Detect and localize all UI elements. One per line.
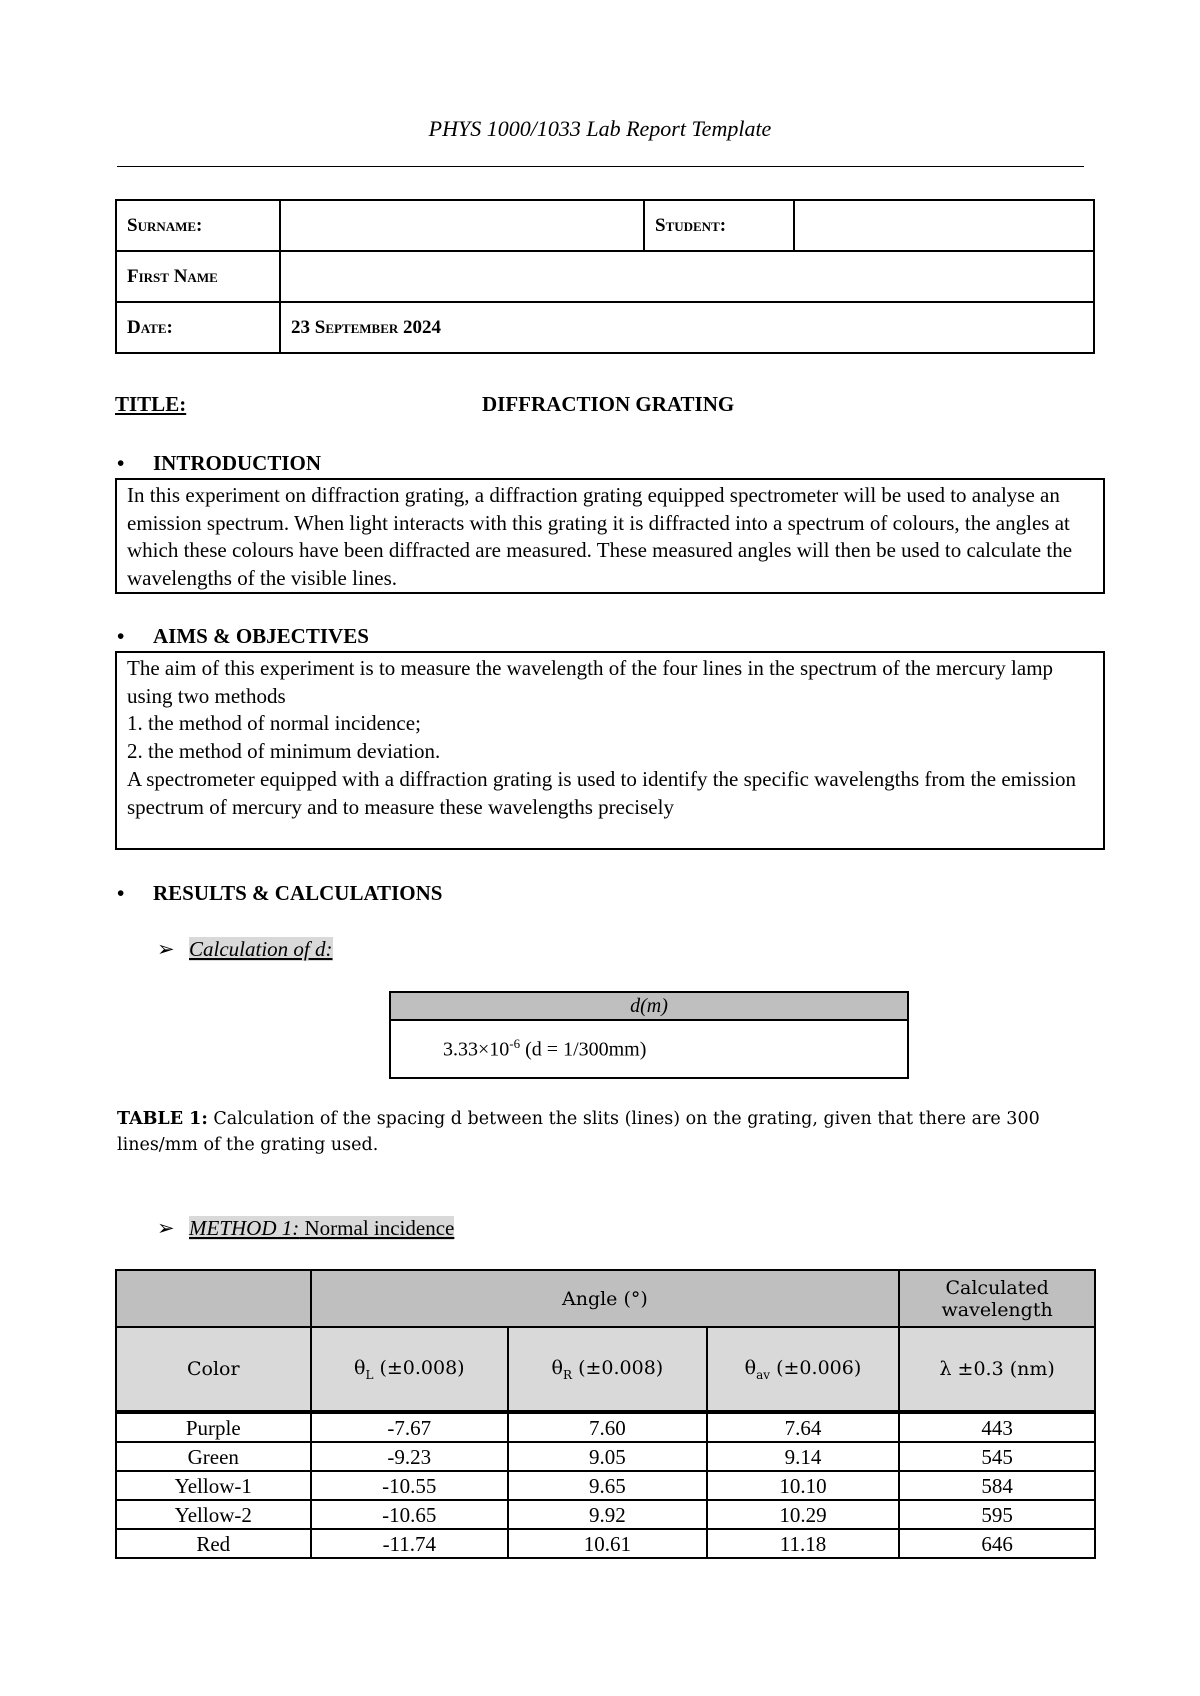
- d-table: [389, 991, 909, 1079]
- report-title: DIFFRACTION GRATING: [482, 392, 735, 416]
- cell-theta-l: -9.23: [311, 1442, 509, 1471]
- student-label: Student:: [644, 200, 794, 251]
- cell-theta-l: -10.55: [311, 1471, 509, 1500]
- cell-theta-av: 11.18: [707, 1529, 900, 1558]
- introduction-box: [115, 478, 1105, 594]
- results-heading: [117, 881, 442, 906]
- table-row: [116, 1529, 1095, 1558]
- calc-d-heading-text: Calculation of d:: [189, 937, 333, 961]
- empty-header-cell: [116, 1270, 311, 1327]
- cell-theta-av: 9.14: [707, 1442, 900, 1471]
- arrow-bullet-icon: ➢: [157, 1216, 175, 1240]
- cell-lambda: 545: [899, 1442, 1095, 1471]
- cell-color: Red: [116, 1529, 311, 1558]
- col-theta-l-header: [311, 1327, 509, 1412]
- theta-subscript: L: [365, 1367, 374, 1382]
- cell-theta-l: -7.67: [311, 1412, 509, 1442]
- bullet-icon: •: [117, 624, 125, 648]
- cell-lambda: 646: [899, 1529, 1095, 1558]
- aims-heading-text: AIMS & OBJECTIVES: [153, 624, 369, 648]
- aims-heading: [117, 624, 369, 649]
- aims-box: [115, 651, 1105, 850]
- cell-theta-av: 10.29: [707, 1500, 900, 1529]
- theta-subscript: av: [756, 1367, 771, 1382]
- cell-theta-r: 9.92: [508, 1500, 707, 1529]
- caption-label: TABLE 1:: [117, 1109, 208, 1129]
- cell-color: Yellow-2: [116, 1500, 311, 1529]
- cell-color: Yellow-1: [116, 1471, 311, 1500]
- caption-text: Calculation of the spacing d between the slits (lines) on the grating, given that there are 300 lines/mm of the grating used.: [117, 1109, 1040, 1155]
- col-theta-r-header: [508, 1327, 707, 1412]
- calc-d-heading: [157, 937, 333, 962]
- theta-uncertainty: (±0.008): [373, 1356, 465, 1379]
- cell-theta-av: 7.64: [707, 1412, 900, 1442]
- d-value-note: (d = 1/300mm): [520, 1038, 647, 1061]
- cell-theta-r: 7.60: [508, 1412, 707, 1442]
- bullet-icon: •: [117, 451, 125, 475]
- theta-symbol: θ: [744, 1356, 757, 1379]
- col-color-header: Color: [116, 1327, 311, 1412]
- header-divider: [117, 166, 1084, 167]
- first-name-value: [280, 251, 1094, 302]
- theta-uncertainty: (±0.006): [770, 1356, 862, 1379]
- results-heading-text: RESULTS & CALCULATIONS: [153, 881, 443, 905]
- d-table-header: d(m): [390, 992, 908, 1020]
- introduction-heading-text: INTRODUCTION: [153, 451, 322, 475]
- method1-heading: [157, 1216, 454, 1241]
- theta-symbol: θ: [551, 1356, 563, 1379]
- wavelength-header: Calculated wavelength: [899, 1270, 1095, 1327]
- d-value-exponent: -6: [509, 1036, 521, 1052]
- arrow-bullet-icon: ➢: [157, 937, 175, 961]
- theta-symbol: θ: [354, 1356, 366, 1379]
- method1-label: METHOD 1:: [189, 1216, 300, 1240]
- first-name-label: First Name: [116, 251, 280, 302]
- cell-theta-l: -11.74: [311, 1529, 509, 1558]
- date-label: Date:: [116, 302, 280, 353]
- cell-lambda: 443: [899, 1412, 1095, 1442]
- method1-table: [115, 1269, 1096, 1559]
- surname-value: [280, 200, 644, 251]
- cell-color: Purple: [116, 1412, 311, 1442]
- aims-line: The aim of this experiment is to measure the wavelength of the four lines in the spectrum of the mercury lamp using two methods: [127, 656, 1054, 708]
- aims-line: A spectrometer equipped with a diffraction grating is used to identify the specific wavelengths from the emission spectrum of mercury and to measure these wavelengths precisely: [127, 766, 1077, 819]
- table-row: [116, 1500, 1095, 1529]
- angle-header: Angle (°): [311, 1270, 900, 1327]
- method1-text: Normal incidence: [299, 1216, 455, 1240]
- introduction-text: In this experiment on diffraction grating, a diffraction grating equipped spectrometer will be used to analyse an emission spectrum. When light interacts with this grating it is diffracted into a spectrum of colours, the angles at which these colours have been diffracted are measured. These measured angles will then be used to calculate the wavelengths of the visible lines.: [127, 483, 1073, 591]
- date-value: 23 September 2024: [280, 302, 1094, 353]
- cell-color: Green: [116, 1442, 311, 1471]
- student-info-table: [115, 199, 1095, 354]
- cell-theta-l: -10.65: [311, 1500, 509, 1529]
- table-row: [116, 1412, 1095, 1442]
- cell-lambda: 584: [899, 1471, 1095, 1500]
- d-table-value: [390, 1020, 908, 1078]
- bullet-icon: •: [117, 881, 125, 905]
- cell-lambda: 595: [899, 1500, 1095, 1529]
- title-label: TITLE:: [115, 392, 187, 416]
- aims-line: 2. the method of minimum deviation.: [127, 739, 441, 764]
- d-value-base: 3.33×10: [443, 1038, 510, 1061]
- aims-line: 1. the method of normal incidence;: [127, 711, 421, 736]
- student-value: [794, 200, 1094, 251]
- introduction-heading: [117, 451, 321, 476]
- table-row: [116, 1471, 1095, 1500]
- col-lambda-header: λ ±0.3 (nm): [899, 1327, 1095, 1412]
- col-theta-av-header: [707, 1327, 900, 1412]
- surname-label: Surname:: [116, 200, 280, 251]
- cell-theta-av: 10.10: [707, 1471, 900, 1500]
- theta-subscript: R: [562, 1367, 573, 1382]
- cell-theta-r: 9.65: [508, 1471, 707, 1500]
- cell-theta-r: 10.61: [508, 1529, 707, 1558]
- table1-caption: [117, 1106, 1047, 1158]
- table-row: [116, 1442, 1095, 1471]
- page-header-title: PHYS 1000/1033 Lab Report Template: [428, 116, 772, 141]
- cell-theta-r: 9.05: [508, 1442, 707, 1471]
- theta-uncertainty: (±0.008): [572, 1356, 664, 1379]
